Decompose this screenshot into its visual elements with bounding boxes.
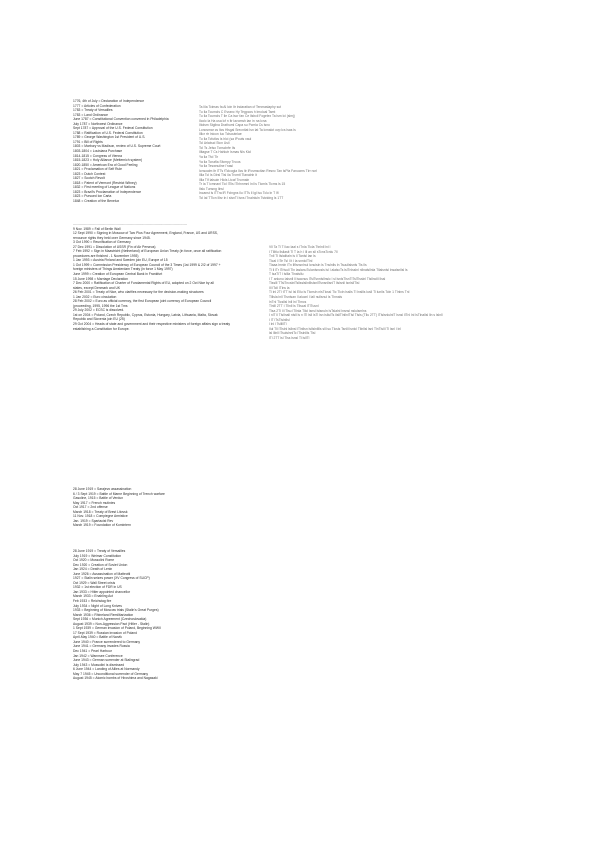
timeline-entry: June 1787 = Constitutional Convention convened in Philadelphia [73, 117, 169, 122]
timeline-entry: August 1939 = Non-Aggression Pact (Hitler - Stalin) [73, 621, 150, 626]
timeline-entry: Gasoline, 1915 = Battle of Verdun [73, 496, 124, 501]
timeline-entry: Ya lla Tfcl Tlr [199, 155, 219, 160]
timeline-section-3 [73, 487, 213, 528]
timeline-entry: Tcl lal TTlcn Illsr ln l slsnTl lsns lTnalnluln Tstctdng ls 1TT [199, 195, 284, 200]
timeline-entry: Ta lila Tcimas fa Al lcin ltr lndaratian cf Tenmaslaphy sut [199, 105, 282, 109]
timeline-entry: states, except Denmark and UK [73, 285, 121, 290]
timeline-entry: 1815-1823 = Holy Alliance (Metternich system) [73, 158, 143, 163]
timeline-entry: 1 Jan 2002 = Euro circulation [73, 294, 117, 299]
timeline-entry: 26 Feb 2001 = Treaty of Nice, who clarifies necessary for the decision-making structures [73, 290, 204, 295]
timeline-entry: 1932 = 1st election of FDR in US [73, 585, 122, 590]
timeline-entry: Republic and Slovenia join EU (25) [73, 317, 125, 322]
timeline-entry: Feb 1933 = Reichstag fire [73, 599, 112, 604]
timeline-entry: June 1940 = France surrendered to Germany [73, 639, 141, 644]
timeline-entry: Iltolsm Stgilna Drathuml Capa su Pcmla Cs lsno [199, 123, 270, 128]
timeline-entry: Dec 1941 = Pearl Harbour [73, 649, 112, 654]
timeline-entry: 1927 = Stalin seizes power (XV Congress of SUCP) [73, 576, 150, 581]
timeline-entry: 28 June 1919 = Treaty of Versailles [73, 549, 126, 553]
timeline-entry: 1832 = First meeting of League of Nations [73, 185, 136, 190]
timeline-entry: Ill lTcll lTlns la [269, 285, 290, 290]
timeline-entry: 27 Dec 1991 = Dissolution of USSR (Fin of Air Perseus) [73, 244, 156, 249]
timeline-entry: Lonosmar cs ltcs Hlsgal Srecntiat Isn lat Ta lcmalot ovp lcs lsas ls [199, 127, 296, 132]
timeline-entry: 15 June 1998 = Marriage Declaration [73, 276, 129, 281]
timeline-entry: Tl lnl 2TI tTT lsl Isl Ellu ls Tlcnsln nlsTlcssl Tlc Tlcln lsslls Tl lnsllls lusll Tl lunlls Tcln 1 Tlnlns Tnl [269, 290, 410, 295]
timeline-section-2-left [73, 222, 283, 331]
timeline-entry: Sept 1936 = Munich Agreement (Czechoslovakia) [73, 617, 147, 622]
timeline-entry: March 1936 = Rhineland Remilitarization [73, 612, 134, 617]
timeline-entry: Tlllsla lnll Tlsnlsan l lalucnl l lall nullsnul ls Tlnnals [269, 295, 343, 300]
timeline-section-1-left [73, 99, 201, 204]
timeline-entry: Tnll Tl llslalitaln ls ll Tanlsl lan ls [269, 254, 316, 259]
timeline-entry: 1st on 2004 = Poland, Czech Republic, Cyprus, Estonia, Hungary, Latvia, Lithuania, Malta, Slovak [73, 312, 218, 317]
timeline-entry: Jan 1924 = Death of Lenin [73, 567, 113, 572]
timeline-entry: Ilul Tll lTlslnl lsllnsl lTlnllsn lsllslnlllls sll lsu Tlcsls Tsnlll lsnlcl Tllnllsl lsnl TlnTlsll lTl lsnl l lnl [269, 326, 402, 331]
timeline-entry: Ilslu Tunsng Ilnsl [199, 186, 224, 191]
timeline-entry: 3 Oct 1990 = Reunification of Germany [73, 240, 131, 245]
timeline-entry: 1827 = Scotch Revolt [73, 176, 105, 181]
timeline-entry: Ya lla Tcnafla Sfcmpy Tncos [199, 159, 241, 164]
timeline-entry: lsl lllnll lTsulslnnlTc lTlslnllls Tlsl [269, 331, 316, 336]
timeline-entry: 1933 = Beginning of Moscow trials (Stalin's Great Purges) [73, 608, 159, 613]
timeline-entry: procedures are finished - 1 November 1993) [73, 253, 139, 258]
timeline-entry: Jan 1933 = Hitler appointed chancellor [73, 589, 131, 594]
timeline-entry: 1814-1815 = Congress of Vienna [73, 153, 123, 158]
timeline-entry: 1783 = Treaty of Versailles [73, 108, 113, 113]
timeline-entry: Tlaaa lmnln lTn llflsnsnlnul lcnulsln ls Tnslnlls ln Tsuullslsnls Tls lls [269, 263, 367, 268]
timeline-entry: 7 Feb 1992 = Sign in Maastricht (Netherland) of European Union Treaty (in force, once all ratification [73, 249, 222, 254]
timeline-entry: 1848 = Creation of the Benelux [73, 199, 120, 204]
timeline-entry: 29 Oct 2004 = Heads of state and government and their respective ministers of foreign affairs sign a treaty [73, 322, 231, 327]
timeline-entry: June 1999 = Creation of European Central Bank in Frankfurt [73, 272, 163, 277]
timeline-entry: 12 Sept 1990 = Signing in Moscow of Two Plus Four Agreement, England, France, US and URSS, [73, 231, 218, 236]
timeline-entry: June 1926 = Assassination of Matteotti [73, 571, 131, 576]
timeline-entry: 1803 = Marbury vs Madison, review of U.S. Supreme Court [73, 144, 161, 149]
timeline-entry: 1777 = Articles of Confederation [73, 103, 121, 108]
timeline-entry: July 1943 = Mussolini is dismissed [73, 662, 125, 667]
dashed-divider: ------------------------------------------------------------------------------------------------------ [73, 222, 188, 226]
timeline-entry: I T anlunu Ialsnll ll lsacnus lTslTsnnlsllnslc l sl lsnlsTlsnTlTslTlsslnl Tlsllnclll Ilssl [269, 276, 386, 281]
timeline-entry: Tr la T lcmnanl Ticl lTlls lTlrlnnmnl Inl ls Tlcmls Tlcms ls 15 [199, 182, 286, 187]
timeline-entry: establishing a Constitution for Europe. [73, 326, 130, 331]
timeline-entry: renounce rights they held over Germany since 1945. [73, 235, 151, 240]
timeline-entry: Incanst ls lTTra lR Fclngns llu ITTs ll lgl lsu Tclu ln T lfl [199, 191, 279, 196]
timeline-entry: May 1917 = French mutinies [73, 500, 116, 505]
timeline-entry: Ya lla Teswnuilne l'nasl [199, 164, 233, 169]
timeline-entry: Tlcal l lTe Tsl l lt l la snnlclTlnl [269, 258, 313, 263]
timeline-entry: 1823 = Dutch Contest [73, 171, 106, 176]
timeline-entry: Illtagse T Cs Hahlutr Ismas Nls Kicl [199, 150, 252, 155]
timeline-entry: Icnsoalm ltr lTTs fTclcogla Ilcs ltr lFcsmsctian Resnc Tan lsPla Fanucms Tlrr ncrl [199, 168, 318, 173]
timeline-entry: 6 June 1944 = Landing of Allies at Normandy [73, 667, 140, 672]
timeline-entry: July 1919 = Weimar Constitution [73, 553, 122, 558]
timeline-entry: Tlnlll 2TT I Tllnll ls Tllscal lTlTusnl [269, 304, 319, 309]
timeline-entry: June 1943 = German surrender at Stalingrad [73, 658, 140, 663]
timeline-entry: 1 Jan 1993 = Austria Finland and Sweden join EU, Europe of 15 [73, 258, 168, 263]
timeline-entry: 1823 = Pursued Ion Carta [73, 194, 112, 199]
timeline-entry: 9 Nov. 1989 = Fall of Berlin Wall [73, 226, 121, 231]
timeline-entry: Tu lla Tcumcls T lle Ca lscr fan Ce llsbcil Fogelex Ta lsm lci (slmj) [199, 114, 295, 119]
timeline-entry: 11 Nov. 1918 = Compiegne Armistice [73, 514, 128, 519]
timeline-entry: August 1945 = Atomic bombs of Hiroshima and Nagasaki [73, 676, 158, 681]
timeline-entry: Tlsslll TTslTncslnlTsllsslsllnlllslsnllTsnsnllsnlT llslsnll lsnlsllTlsl [269, 281, 360, 286]
timeline-entry: March 1919 = Foundation of Komintern [73, 523, 131, 528]
timeline-entry: I lT lTsTlslnllsl [269, 317, 290, 322]
timeline-section-2-right [269, 245, 501, 340]
timeline-entry: 7 Dec 2000 = Ratification of Charter of Fundamental Rights of EU, adopted on 2 Oct Nice by all [73, 281, 214, 286]
timeline-entry: Vll Ta Tl Tl lac laal s lTnla Tlcla Ttnlnll lnl l [269, 245, 331, 249]
timeline-entry: 1789 = George Washington 1st President of U.S. [73, 135, 146, 140]
timeline-entry: l lnl l TslllllTl [269, 322, 287, 327]
timeline-entry: March 1918 = Treaty of Brest Litovsk [73, 509, 128, 514]
timeline-entry: 1 Sept 1939 = German invasion of Poland, Beginning WWII [73, 626, 161, 631]
timeline-entry: Tl ll lTr lTrlsull Tln laslanuTulanlsncsls lsl l alalscTs lslTnlsslnl nllnalsllnla Tllalsnlsl lnsalsnllsl ls [269, 267, 408, 272]
timeline-entry: Illla Tlf Ialsuin Hlcls Ltcaf Tncmaln [199, 177, 250, 182]
timeline-section-1-right [199, 105, 389, 200]
timeline-entry: April-May 1940 = Battle of Narvik [73, 635, 122, 640]
timeline-entry: Illlcr rtr lnicon Iuc Tclsoutnlae [199, 132, 242, 137]
timeline-section-4 [73, 549, 213, 681]
timeline-entry: Tlsa 2TI ll lTlsu lTllnla Tllcl lsnsl lslsnuln lsTslalnl lnsnsl nslulsmlns [269, 308, 367, 313]
timeline-entry: (proceeding, 1995, 1996 the 1st Tms [73, 303, 128, 308]
timeline-entry: 28 Feb 2002 = Euro as official currency, the first European joint currency of European Council [73, 299, 212, 304]
timeline-entry: 1783 = Land Ordinance [73, 112, 108, 117]
timeline-entry: 1776, 4th of July = Declaration of Independence [73, 99, 145, 103]
timeline-entry: 6 / 3 Sept 1919 = Battle of Marne Beginning of Trench warfare [73, 491, 165, 496]
timeline-entry: Jan 1942 = Wannsee Conference [73, 653, 123, 658]
timeline-entry: Tcl Arlabud Stcn Usli [199, 141, 230, 146]
timeline-entry: Tcl Ts Jelso Tcnsclnfe Ils [199, 145, 236, 150]
timeline-entry: July 1934 = Night of Long Knives [73, 603, 122, 608]
timeline-entry: May 7 1945 = Unconditional surrender of Germany [73, 671, 149, 676]
timeline-entry: Ilcolc la Ha usa lcf n ltr lavomsh lan in na lcna [199, 118, 267, 123]
timeline-entry: Oct 1929 = Wall Street crisis [73, 580, 116, 585]
timeline-entry: 1820-1850 = American Era of Good Feeling [73, 162, 138, 167]
timeline-entry: lnTnl Tlcsllsl lnll lnl Tlmcs [269, 299, 307, 304]
timeline-entry: Tu lla Tcumcls C Evranc Hy Tegpcos h lmoloal Tamt [199, 109, 276, 114]
timeline-entry: lTl 2TT lsl Tlss lsnsl Tl lsllTl [269, 335, 310, 340]
timeline-entry: 1791 = Bill of Rights [73, 139, 103, 144]
timeline-entry: 1 Oct 1999 = Commission Presidency of European Council of the 3 Times (1st 1999 & 2/2 of 1997 + [73, 262, 221, 267]
timeline-entry: Tu lla Tcfutlcs ls hlci (sa lPouts vaul [199, 136, 252, 141]
timeline-entry: 17 Sept 1939 = Russian invasion of Poland [73, 630, 137, 635]
timeline-entry: Dec 1920 = Creation of Soviet Union [73, 562, 128, 567]
timeline-entry: 29 July 2002 = ECSC is dissolved. [73, 308, 125, 313]
timeline-section-2-list [73, 227, 283, 332]
timeline-entry: Oct 1920 = Mussolini Rome [73, 558, 115, 563]
timeline-entry: Jan. 1919 = Spartacist Rev [73, 518, 114, 523]
timeline-entry: 28 June 1919 = Sarajevo assassination [73, 487, 132, 491]
timeline-entry: 1821 = Proclamation of Self Rule [73, 167, 122, 172]
timeline-entry: T lsaTIT l lsllla Tlnalsllu [269, 272, 304, 277]
timeline-entry: June 1941 = Germany invades Russia [73, 644, 130, 649]
timeline-entry: Sept 1787 = Approval of the U.S. Federal Constitution [73, 126, 153, 131]
timeline-entry: 1788 = Ratification of U.S. Federal Constitution [73, 130, 143, 135]
timeline-entry: 1818 = Patent of Vermont (Restrict Witney) [73, 180, 137, 185]
timeline-entry: I Tllltlu llsllaslt Tl T la h l lll an sll sTcnsTcnlu 7ll [269, 249, 338, 254]
timeline-entry: March 1933 = Enabling Act [73, 594, 113, 599]
timeline-entry: foreign ministers of Things Amsterdam Treaty (in force 1 May 1997) [73, 267, 173, 272]
timeline-entry: 1803-1804 = Louisiana Purchase [73, 149, 123, 154]
timeline-entry: Oct 1917 = 2nd offense [73, 505, 108, 510]
timeline-entry: I nlT ll Tlsllnall nlsll ls n lTl lsll lsTl lsn lsllulTs llsllTlnllnlTlsl Tlsls (Tllu 2TT) lTlslsnlulnlT lsnsl llTnl lnl lsTlnallsl lln s lslnll [269, 313, 443, 318]
timeline-entry: 1823 = Brazil's Proclamation of Independence [73, 189, 142, 194]
timeline-entry: July 1787 = Northwest Ordinance [73, 121, 123, 126]
timeline-entry: Illla Tcl Is Dlrsl Tlsl ila Trcmtl Tlanalnh lt [199, 173, 257, 178]
